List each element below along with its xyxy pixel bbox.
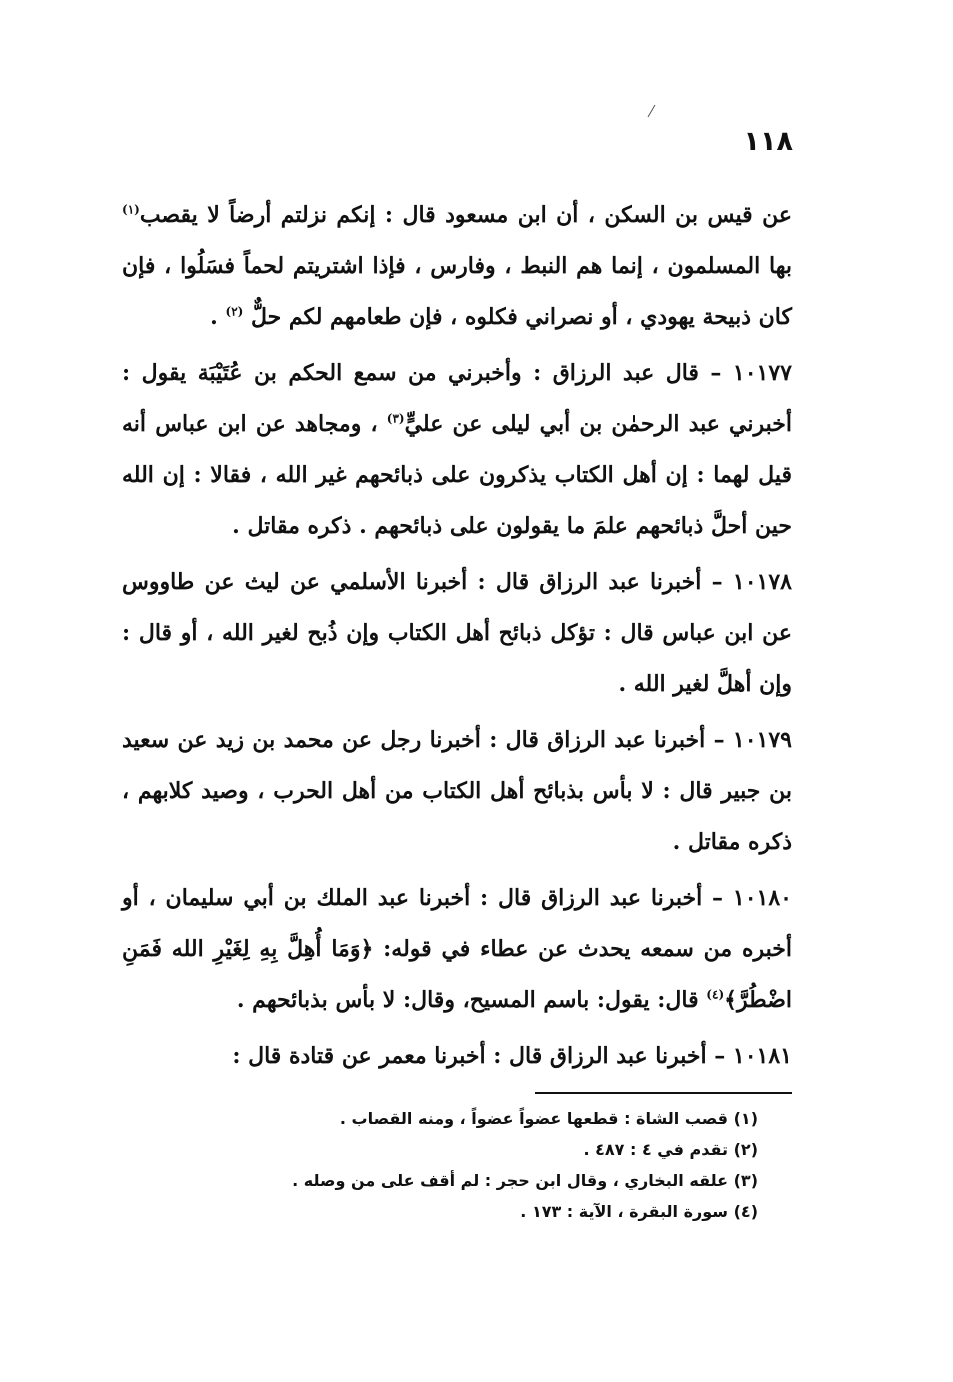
pen-tick-mark [648,105,656,118]
footnote-ref-3: (٣) [386,411,405,426]
paragraph-1-text: عن قيس بن السكن ، أن ابن مسعود قال : إنكم نزلتم أرضاً لا يقصب [139,202,792,228]
footnote-1: (١) قصب الشاة : قطعها عضواً عضواً ، ومنه القصاب . [339,1109,758,1128]
hadith-10180 [122,873,792,1026]
footnote-ref-2: (٢) [225,304,244,319]
hadith-10181-text: ١٠١٨١ – أخبرنا عبد الرزاق قال : أخبرنا معمر عن قتادة قال : [232,1043,792,1069]
footnote-ref-1: (١) [122,202,140,217]
footnote-3: (٣) علقه البخاري ، وقال ابن حجر : لم أقف على من وصله . [292,1171,758,1190]
footnote-divider [535,1092,792,1094]
page-number: ١١٨ [743,126,793,157]
hadith-10178 [122,557,792,710]
hadith-10177-text: ١٠١٧٧ – قال عبد الرزاق : وأخبرني من سمع الحكم بن عُتَيْبَة يقول : أخبرني عبد الرحمٰن بن أبي ليلى عن عليٍّ [122,360,793,437]
footnote-2: (٢) تقدم في ٤ : ٤٨٧ . [583,1140,758,1159]
paragraph-1-tail: بها المسلمون ، إنما هم النبط ، وفارس ، فإذا اشتريتم لحماً فسَلُوا ، فإن كان ذبيحة يهودي ، أو نصراني فكلوه ، فإن طعامهم لكم حلٌّ [122,253,792,330]
footnotes [150,1103,758,1227]
hadith-10180-tail: قال: يقول: باسم المسيح، وقال: لا بأس بذبائحهم . [236,987,707,1013]
footnote-ref-4: (٤) [706,987,725,1002]
hadith-10178-text: ١٠١٧٨ – أخبرنا عبد الرزاق قال : أخبرنا الأسلمي عن ليث عن طاووس عن ابن عباس قال : تؤكل ذبائح أهل الكتاب وإن ذُبح لغير الله ، أو قال : وإن أهلَّ لغير الله . [122,569,792,697]
hadith-10180-text: ١٠١٨٠ – أخبرنا عبد الرزاق قال : أخبرنا عبد الملك بن أبي سليمان ، أو أخبره من سمعه يحدث عن عطاء في قوله: ﴿وَمَا أُهِلَّ بِهِ لِغَيْرِ الله فَمَنِ اضْطُرَّ﴾ [122,885,792,1013]
hadith-10179-text: ١٠١٧٩ – أخبرنا عبد الرزاق قال : أخبرنا رجل عن محمد بن زيد عن سعيد بن جبير قال : لا بأس بذبائح أهل الكتاب من أهل الحرب ، وصيد كلابهم ، ذكره مقاتل . [122,727,792,855]
paragraph-1 [122,190,792,343]
paragraph-1-end: . [210,304,226,330]
hadith-10177-tail: ، ومجاهد عن ابن عباس أنه قيل لهما : إن أهل الكتاب يذكرون على ذبائحهم غير الله ، فقالا : إن الله حين أحلَّ ذبائحهم علمَ ما يقولون على ذبائحهم . ذكره مقاتل . [122,411,792,539]
hadith-10181 [122,1031,792,1082]
hadith-10177 [122,348,792,552]
footnote-4: (٤) سورة البقرة ، الآية : ١٧٣ . [520,1202,758,1221]
main-text [122,190,792,1082]
hadith-10179 [122,715,792,868]
